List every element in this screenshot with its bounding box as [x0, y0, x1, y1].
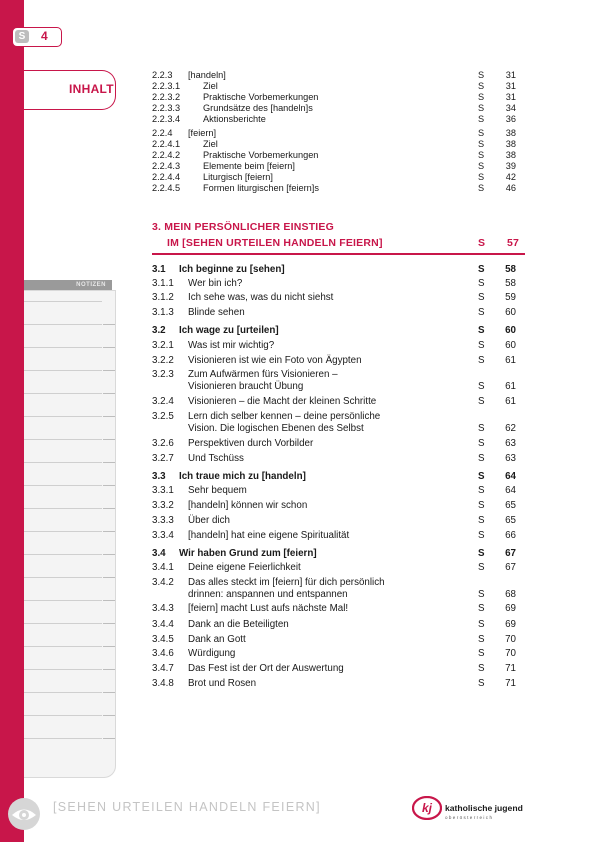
kj-logo-icon [412, 796, 442, 820]
toc-number: 3.3 [152, 471, 166, 482]
toc-number: 3.4.5 [152, 634, 174, 645]
toc-title: Was ist mir wichtig? [188, 340, 275, 351]
toc-s-marker: S [478, 471, 485, 482]
toc-title: Wer bin ich? [188, 278, 243, 289]
notes-line [24, 370, 102, 371]
toc-s-marker: S [478, 423, 485, 434]
toc-page: 69 [505, 619, 516, 630]
toc-number: 3.3.4 [152, 530, 174, 541]
toc-page: 58 [505, 278, 516, 289]
toc-s-marker: S [478, 307, 485, 318]
toc-page: 38 [505, 139, 516, 149]
toc-entry-row [152, 438, 522, 450]
toc-s-marker: S [478, 603, 485, 614]
page-number: 4 [41, 29, 48, 43]
toc-page: 67 [505, 548, 516, 559]
chapter-title-line2: IM [SEHEN URTEILEN HANDELN FEIERN] [167, 237, 383, 249]
toc-number: 3.2.5 [152, 411, 174, 422]
toc-s-marker: S [478, 562, 485, 573]
toc-s-marker: S [478, 381, 485, 392]
toc-s-marker: S [478, 548, 485, 559]
toc-s-marker: S [478, 530, 485, 541]
toc-entry-row [152, 619, 522, 631]
toc-title: Deine eigene Feierlichkeit [188, 562, 301, 573]
toc-s-marker: S [478, 103, 485, 113]
toc-number: 3.4.4 [152, 619, 174, 630]
toc-title: Elemente beim [feiern] [203, 161, 295, 171]
toc-page: 58 [505, 264, 516, 275]
toc-entry-row [152, 603, 522, 615]
toc-s-marker: S [478, 70, 485, 80]
notes-line [24, 462, 102, 463]
toc-title: Ich sehe was, was du nicht siehst [188, 292, 334, 303]
toc-number: 2.2.3.3 [152, 103, 181, 113]
toc-s-marker: S [478, 81, 485, 91]
toc-entry-row [152, 340, 522, 352]
toc-entry-row [152, 369, 522, 381]
toc-number: 2.2.4.5 [152, 183, 181, 193]
toc-title: Perspektiven durch Vorbilder [188, 438, 314, 449]
notes-line [24, 301, 102, 302]
toc-title-continued: Visionieren braucht Übung [188, 381, 304, 392]
toc-s-marker: S [478, 161, 485, 171]
toc-number: 3.4.8 [152, 678, 174, 689]
notes-line [24, 577, 102, 578]
toc-number: 2.2.3.4 [152, 114, 181, 124]
toc-number: 2.2.4.4 [152, 172, 181, 182]
toc-number: 3.2.3 [152, 369, 174, 380]
toc-title: [handeln] hat eine eigene Spiritualität [188, 530, 350, 541]
toc-title: [handeln] [188, 70, 226, 80]
section-tab-inhalt [24, 70, 116, 110]
toc-entry-row [152, 292, 522, 304]
toc-number: 3.4.1 [152, 562, 174, 573]
toc-page: 31 [505, 70, 516, 80]
toc-number: 3.4 [152, 548, 166, 559]
page-prefix: S [15, 30, 29, 43]
notes-line [24, 715, 102, 716]
toc-page: 34 [505, 103, 516, 113]
toc-s-marker: S [478, 264, 485, 275]
notes-line [24, 508, 102, 509]
toc-page: 61 [505, 396, 516, 407]
toc-entry-row [152, 411, 522, 423]
notes-tick [103, 462, 115, 463]
toc-title: Brot und Rosen [188, 678, 257, 689]
toc-title: Blinde sehen [188, 307, 245, 318]
notes-tick [103, 416, 115, 417]
notes-line [24, 393, 102, 394]
toc-number: 2.2.4 [152, 128, 173, 138]
toc-title-continued: Vision. Die logischen Ebenen des Selbst [188, 423, 364, 434]
toc-entry-row [152, 396, 522, 408]
toc-number: 3.1 [152, 264, 166, 275]
toc-title: Aktionsberichte [203, 114, 266, 124]
toc-entry-row [152, 648, 522, 660]
toc-entry-row-continued [152, 423, 522, 435]
notes-line [24, 347, 102, 348]
toc-number: 3.4.7 [152, 663, 174, 674]
toc-number: 3.4.2 [152, 577, 174, 588]
org-region: oberösterreich [445, 815, 494, 820]
notes-tick [103, 715, 115, 716]
toc-section-row [152, 264, 522, 276]
toc-page: 38 [505, 128, 516, 138]
toc-title: Würdigung [188, 648, 236, 659]
toc-title: Zum Aufwärmen fürs Visionieren – [188, 369, 338, 380]
kj-logo-text: kj [421, 801, 433, 815]
notes-line [24, 439, 102, 440]
toc-title: Liturgisch [feiern] [203, 172, 273, 182]
toc-section-row [152, 548, 522, 560]
toc-s-marker: S [478, 340, 485, 351]
toc-section-row [152, 471, 522, 483]
toc-page: 60 [505, 340, 516, 351]
toc-entry-row [152, 278, 522, 290]
toc-entry-row [152, 663, 522, 675]
notes-tick [103, 531, 115, 532]
notes-tick [103, 669, 115, 670]
toc-page: 71 [505, 678, 516, 689]
toc-s-marker: S [478, 172, 485, 182]
toc-page: 65 [505, 515, 516, 526]
toc-page: 64 [505, 485, 516, 496]
toc-s-marker: S [478, 139, 485, 149]
notes-line [24, 531, 102, 532]
toc-page: 31 [505, 81, 516, 91]
toc-title-continued: drinnen: anspannen und entspannen [188, 589, 348, 600]
notes-line [24, 554, 102, 555]
toc-s-marker: S [478, 278, 485, 289]
toc-s-marker: S [478, 619, 485, 630]
toc-title: [feiern] macht Lust aufs nächste Mal! [188, 603, 349, 614]
toc-entry-row [152, 562, 522, 574]
toc-s-marker: S [478, 183, 485, 193]
toc-title: Praktische Vorbemerkungen [203, 92, 319, 102]
notes-tick [103, 370, 115, 371]
toc-title: Visionieren ist wie ein Foto von Ägypten [188, 355, 362, 366]
toc-page: 66 [505, 530, 516, 541]
toc-title: Ich beginne zu [sehen] [179, 264, 285, 275]
notes-tick [103, 623, 115, 624]
toc-title: Das alles steckt im [feiern] für dich persönlich [188, 577, 385, 588]
toc-number: 3.2 [152, 325, 166, 336]
toc-entry-row [152, 500, 522, 512]
toc-title: Das Fest ist der Ort der Auswertung [188, 663, 344, 674]
toc-number: 3.2.2 [152, 355, 174, 366]
toc-s-marker: S [478, 663, 485, 674]
toc-number: 2.2.4.1 [152, 139, 181, 149]
toc-title: Über dich [188, 515, 230, 526]
toc-s-marker: S [478, 92, 485, 102]
toc-s-marker: S [478, 292, 485, 303]
notes-tick [103, 485, 115, 486]
toc-number: 2.2.3.1 [152, 81, 181, 91]
toc-title: Sehr bequem [188, 485, 247, 496]
notes-line [24, 485, 102, 486]
notes-tick [103, 600, 115, 601]
toc-title: Ziel [203, 139, 218, 149]
toc-page: 63 [505, 453, 516, 464]
notes-line [24, 600, 102, 601]
toc-s-marker: S [478, 128, 485, 138]
notes-tick [103, 324, 115, 325]
notes-label: NOTIZEN [76, 282, 106, 288]
toc-number: 2.2.3 [152, 70, 173, 80]
toc-number: 3.2.4 [152, 396, 174, 407]
toc-s-marker: S [478, 648, 485, 659]
toc-number: 2.2.4.2 [152, 150, 181, 160]
toc-entry-row-continued [152, 589, 522, 601]
notes-tick [103, 554, 115, 555]
toc-page: 65 [505, 500, 516, 511]
toc-section-row [152, 325, 522, 337]
toc-entry-row [152, 678, 522, 690]
toc-number: 2.2.3.2 [152, 92, 181, 102]
notes-tick [103, 577, 115, 578]
toc-entry-row [152, 577, 522, 589]
toc-title: Grundsätze des [handeln]s [203, 103, 313, 113]
toc-page: 71 [505, 663, 516, 674]
toc-entry-row-continued [152, 381, 522, 393]
toc-page: 60 [505, 307, 516, 318]
toc-page: 70 [505, 634, 516, 645]
toc-s-marker: S [478, 325, 485, 336]
chapter-page: 57 [507, 237, 520, 249]
toc-title: Formen liturgischen [feiern]s [203, 183, 319, 193]
toc-page: 68 [505, 589, 516, 600]
footer-tagline: [SEHEN URTEILEN HANDELN FEIERN] [53, 800, 321, 814]
toc-entry-row [152, 530, 522, 542]
toc-entry-row [152, 453, 522, 465]
toc-page: 61 [505, 381, 516, 392]
toc-s-marker: S [478, 396, 485, 407]
notes-line [24, 623, 102, 624]
toc-number: 3.4.3 [152, 603, 174, 614]
toc-title: Wir haben Grund zum [feiern] [179, 548, 317, 559]
org-name: katholische jugend [445, 803, 523, 813]
toc-s-marker: S [478, 678, 485, 689]
toc-entry-row [152, 182, 522, 194]
notes-tick [103, 439, 115, 440]
toc-page: 61 [505, 355, 516, 366]
toc-page: 46 [505, 183, 516, 193]
toc-s-marker: S [478, 485, 485, 496]
page-number-tab [12, 27, 62, 47]
chapter-title-line1: 3. MEIN PERSÖNLICHER EINSTIEG [152, 221, 334, 233]
notes-header [24, 280, 112, 290]
left-spine [0, 0, 24, 842]
toc-page: 42 [505, 172, 516, 182]
toc-entry-row [152, 515, 522, 527]
toc-number: 3.2.6 [152, 438, 174, 449]
toc-page: 31 [505, 92, 516, 102]
toc-entry-row [152, 634, 522, 646]
toc-number: 3.1.2 [152, 292, 174, 303]
toc-entry-row [152, 307, 522, 319]
toc-entry-row [152, 113, 522, 125]
toc-page: 39 [505, 161, 516, 171]
notes-line [24, 416, 102, 417]
toc-number: 2.2.4.3 [152, 161, 181, 171]
toc-s-marker: S [478, 453, 485, 464]
toc-title: Ziel [203, 81, 218, 91]
eye-logo-icon [7, 797, 41, 831]
toc-title: Dank an Gott [188, 634, 246, 645]
toc-page: 70 [505, 648, 516, 659]
notes-tick [103, 347, 115, 348]
section-label: INHALT [69, 82, 114, 96]
notes-line [24, 738, 102, 739]
toc-s-marker: S [478, 634, 485, 645]
toc-number: 3.3.2 [152, 500, 174, 511]
toc-page: 60 [505, 325, 516, 336]
toc-s-marker: S [478, 515, 485, 526]
notes-line [24, 324, 102, 325]
toc-page: 62 [505, 423, 516, 434]
toc-title: Praktische Vorbemerkungen [203, 150, 319, 160]
toc-s-marker: S [478, 500, 485, 511]
toc-s-marker: S [478, 355, 485, 366]
chapter-rule [152, 253, 525, 255]
toc-s-marker: S [478, 438, 485, 449]
toc-page: 38 [505, 150, 516, 160]
notes-line [24, 669, 102, 670]
toc-page: 64 [505, 471, 516, 482]
toc-title: Visionieren – die Macht der kleinen Schritte [188, 396, 377, 407]
notes-tick [103, 646, 115, 647]
toc-entry-row [152, 485, 522, 497]
toc-s-marker: S [478, 150, 485, 160]
toc-page: 67 [505, 562, 516, 573]
notes-tick [103, 738, 115, 739]
toc-number: 3.2.7 [152, 453, 174, 464]
toc-page: 69 [505, 603, 516, 614]
toc-number: 3.1.1 [152, 278, 174, 289]
toc-number: 3.1.3 [152, 307, 174, 318]
toc-title: [feiern] [188, 128, 217, 138]
notes-line [24, 646, 102, 647]
toc-title: Dank an die Beteiligten [188, 619, 289, 630]
toc-number: 3.3.1 [152, 485, 174, 496]
toc-entry-row [152, 355, 522, 367]
toc-title: Und Tschüss [188, 453, 244, 464]
notes-line [24, 692, 102, 693]
toc-number: 3.3.3 [152, 515, 174, 526]
toc-number: 3.4.6 [152, 648, 174, 659]
toc-s-marker: S [478, 114, 485, 124]
toc-title: Ich wage zu [urteilen] [179, 325, 279, 336]
toc-number: 3.2.1 [152, 340, 174, 351]
toc-title: Lern dich selber kennen – deine persönliche [188, 411, 381, 422]
notes-tick [103, 692, 115, 693]
notes-area [24, 290, 116, 778]
toc-s-marker: S [478, 589, 485, 600]
notes-tick [103, 508, 115, 509]
toc-page: 63 [505, 438, 516, 449]
toc-title: [handeln] können wir schon [188, 500, 308, 511]
toc-page: 36 [505, 114, 516, 124]
toc-page: 59 [505, 292, 516, 303]
toc-title: Ich traue mich zu [handeln] [179, 471, 306, 482]
notes-tick [103, 393, 115, 394]
chapter-s: S [478, 237, 486, 249]
